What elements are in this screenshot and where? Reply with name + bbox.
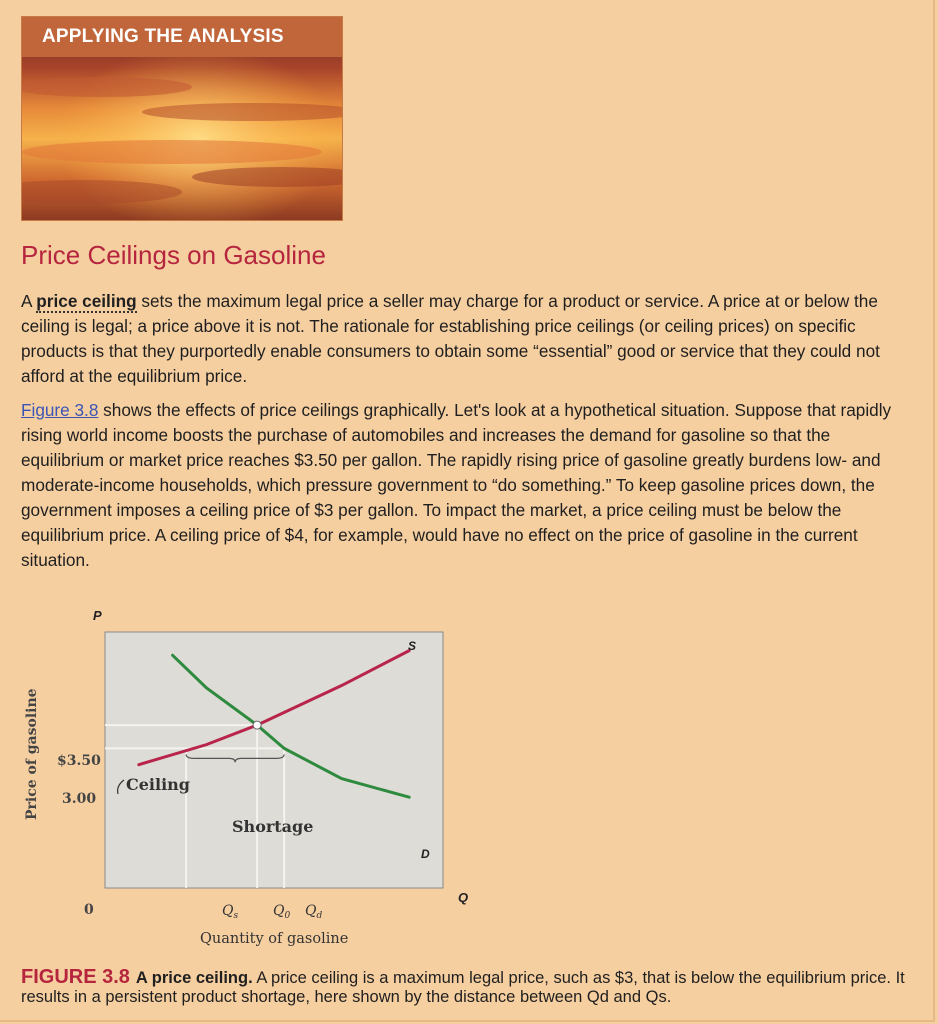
y-tick-ceiling: 3.00 xyxy=(62,791,97,807)
y-axis-title: Price of gasoline xyxy=(24,688,40,820)
glossary-term-price-ceiling[interactable]: price ceiling xyxy=(36,291,137,311)
x-tick-q0: $Q_0$ xyxy=(273,903,291,921)
origin-label: 0 xyxy=(84,902,94,918)
paragraph-figure-explanation xyxy=(21,398,916,573)
shortage-annotation: Shortage xyxy=(232,817,314,836)
y-tick-equilibrium: $3.50 xyxy=(57,753,101,769)
x-axis-title: Quantity of gasoline xyxy=(200,931,349,947)
section-title: Price Ceilings on Gasoline xyxy=(21,240,326,270)
paragraph-text: shows the effects of price ceilings graphically. Let's look at a hypothetical situation. Suppose that rapidly rising world income boosts the purchase of automobiles and increases the demand for gasoline so that the equilibrium or market price reaches $3.50 per gallon. The rapidly rising price of gasoline greatly burdens low- and moderate-income households, which pressure government to “do something.” To keep gasoline prices down, the government imposes a ceiling price of $3 per gallon. To impact the market, a price ceiling must be below the equilibrium price. A ceiling price of $4, for example, would have no effect on the price of gasoline in the current situation. xyxy=(21,400,892,570)
price-ceiling-figure xyxy=(0,590,938,960)
x-tick-qd: $Q_d$ xyxy=(305,903,323,921)
ceiling-annotation: Ceiling xyxy=(126,775,190,794)
caption-text: A price ceiling is a maximum legal price, such as $3, that is below the equilibrium price. It results in a persistent product shortage, here shown by the distance between Qd and Qs. xyxy=(21,969,905,1006)
paragraph-price-ceiling xyxy=(21,289,916,389)
banner-label: APPLYING THE ANALYSIS xyxy=(22,17,342,57)
figure-title: A price ceiling. xyxy=(135,969,253,987)
paragraph-text: sets the maximum legal price a seller may charge for a product or service. A price at or below the ceiling is legal; a price above it is not. The rationale for establishing price ceilings (or ceiling prices) on specific products is that they purportedly enable consumers to obtain some “essential” good or service that they could not afford at the equilibrium price. xyxy=(21,291,880,386)
banner-image xyxy=(21,16,343,221)
equilibrium-point xyxy=(253,721,261,729)
y-axis-symbol: P xyxy=(93,608,102,623)
price-ceiling-chart xyxy=(0,590,938,960)
supply-label: S xyxy=(408,639,417,653)
x-tick-qs: $Q_s$ xyxy=(222,903,239,921)
figure-caption xyxy=(21,968,916,1007)
x-axis-symbol: Q xyxy=(458,890,469,905)
demand-label: D xyxy=(421,847,430,861)
figure-number: FIGURE 3.8 xyxy=(21,966,130,988)
figure-link[interactable]: Figure 3.8 xyxy=(21,400,99,420)
paragraph-prefix: A xyxy=(21,291,37,311)
